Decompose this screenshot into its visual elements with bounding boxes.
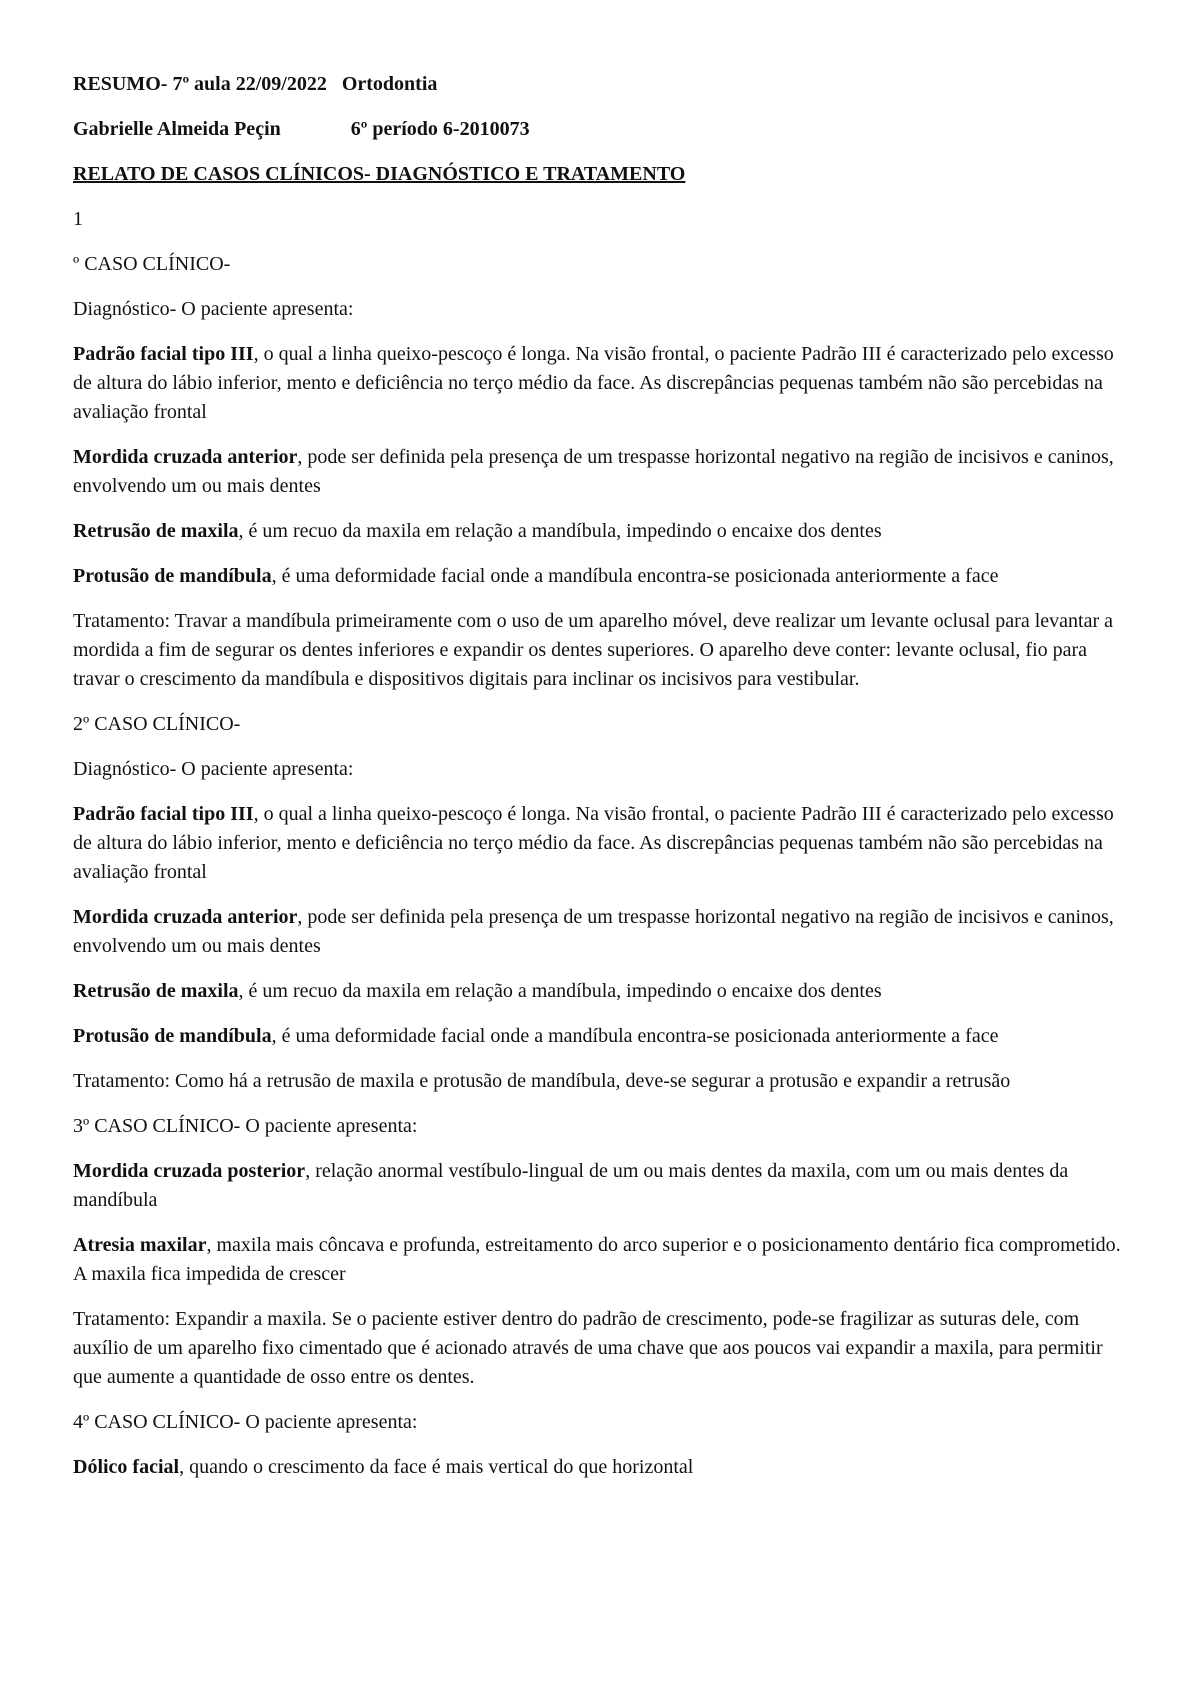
period-info: 6º período 6-2010073 xyxy=(350,118,530,140)
item-text: , é um recuo da maxila em relação a mandíbula, impedindo o encaixe dos dentes xyxy=(238,520,882,542)
item-term: Retrusão de maxila xyxy=(73,520,239,542)
case2-item xyxy=(73,800,1133,887)
case1-number: 1 xyxy=(73,208,83,230)
item-text: , é uma deformidade facial onde a mandíbula encontra-se posicionada anteriormente a face xyxy=(271,1025,999,1047)
item-term: Retrusão de maxila xyxy=(73,980,239,1002)
document-title: RELATO DE CASOS CLÍNICOS- DIAGNÓSTICO E TRATAMENTO xyxy=(73,163,686,185)
item-term: Protusão de mandíbula xyxy=(73,1025,272,1047)
case3-item xyxy=(73,1231,1133,1289)
item-text: , é um recuo da maxila em relação a mandíbula, impedindo o encaixe dos dentes xyxy=(238,980,882,1002)
item-text: , pode ser definida pela presença de um trespasse horizontal negativo na região de incisivos e caninos, envolvendo um ou mais dentes xyxy=(73,906,1114,957)
item-term: Mordida cruzada anterior xyxy=(73,906,298,928)
document-page xyxy=(73,70,1133,1498)
item-term: Padrão facial tipo III xyxy=(73,803,254,825)
item-text: , relação anormal vestíbulo-lingual de um ou mais dentes da maxila, com um ou mais dentes da mandíbula xyxy=(73,1160,1069,1211)
case2-heading: 2º CASO CLÍNICO- xyxy=(73,713,241,735)
case1-item xyxy=(73,517,1133,546)
case2-item xyxy=(73,1022,1133,1051)
item-term: Protusão de mandíbula xyxy=(73,565,272,587)
case1-item xyxy=(73,443,1133,501)
item-text: , maxila mais côncava e profunda, estreitamento do arco superior e o posicionamento dentário fica comprometido. A maxila fica impedida de crescer xyxy=(73,1234,1121,1285)
case4-heading: 4º CASO CLÍNICO- O paciente apresenta: xyxy=(73,1411,418,1433)
case2-treatment: Tratamento: Como há a retrusão de maxila e protusão de mandíbula, deve-se segurar a protusão e expandir a retrusão xyxy=(73,1070,1011,1092)
header-line: RESUMO- 7º aula 22/09/2022 Ortodontia xyxy=(73,73,438,95)
author-name: Gabrielle Almeida Peçin xyxy=(73,118,281,140)
item-text: , quando o crescimento da face é mais vertical do que horizontal xyxy=(179,1456,694,1478)
item-text: , o qual a linha queixo-pescoço é longa. Na visão frontal, o paciente Padrão III é caracterizado pelo excesso de altura do lábio inferior, mento e deficiência no terço médio da face. As discrepâncias pequenas também não são percebidas na avaliação frontal xyxy=(73,343,1114,423)
case1-treatment: Tratamento: Travar a mandíbula primeiramente com o uso de um aparelho móvel, deve realizar um levante oclusal para levantar a mordida a fim de segurar os dentes inferiores e expandir os dentes superiores. O aparelho deve conter: levante oclusal, fio para travar o crescimento da mandíbula e dispositivos digitais para inclinar os incisivos para vestibular. xyxy=(73,610,1113,690)
case3-heading: 3º CASO CLÍNICO- O paciente apresenta: xyxy=(73,1115,418,1137)
item-term: Mordida cruzada posterior xyxy=(73,1160,306,1182)
item-term: Padrão facial tipo III xyxy=(73,343,254,365)
case2-diagnosis-label: Diagnóstico- O paciente apresenta: xyxy=(73,758,354,780)
case4-item xyxy=(73,1453,1133,1482)
case1-item xyxy=(73,562,1133,591)
item-term: Dólico facial xyxy=(73,1456,180,1478)
item-term: Atresia maxilar xyxy=(73,1234,207,1256)
case1-diagnosis-label: Diagnóstico- O paciente apresenta: xyxy=(73,298,354,320)
item-text: , o qual a linha queixo-pescoço é longa. Na visão frontal, o paciente Padrão III é caracterizado pelo excesso de altura do lábio inferior, mento e deficiência no terço médio da face. As discrepâncias pequenas também não são percebidas na avaliação frontal xyxy=(73,803,1114,883)
author-line xyxy=(73,115,1133,144)
item-text: , é uma deformidade facial onde a mandíbula encontra-se posicionada anteriormente a face xyxy=(271,565,999,587)
case1-item xyxy=(73,340,1133,427)
case2-item xyxy=(73,903,1133,961)
item-term: Mordida cruzada anterior xyxy=(73,446,298,468)
item-text: , pode ser definida pela presença de um trespasse horizontal negativo na região de incisivos e caninos, envolvendo um ou mais dentes xyxy=(73,446,1114,497)
case1-heading: º CASO CLÍNICO- xyxy=(73,253,231,275)
case3-treatment: Tratamento: Expandir a maxila. Se o paciente estiver dentro do padrão de crescimento, pode-se fragilizar as suturas dele, com auxílio de um aparelho fixo cimentado que é acionado através de uma chave que aos poucos vai expandir a maxila, para permitir que aumente a quantidade de osso entre os dentes. xyxy=(73,1308,1103,1388)
case3-item xyxy=(73,1157,1133,1215)
case2-item xyxy=(73,977,1133,1006)
